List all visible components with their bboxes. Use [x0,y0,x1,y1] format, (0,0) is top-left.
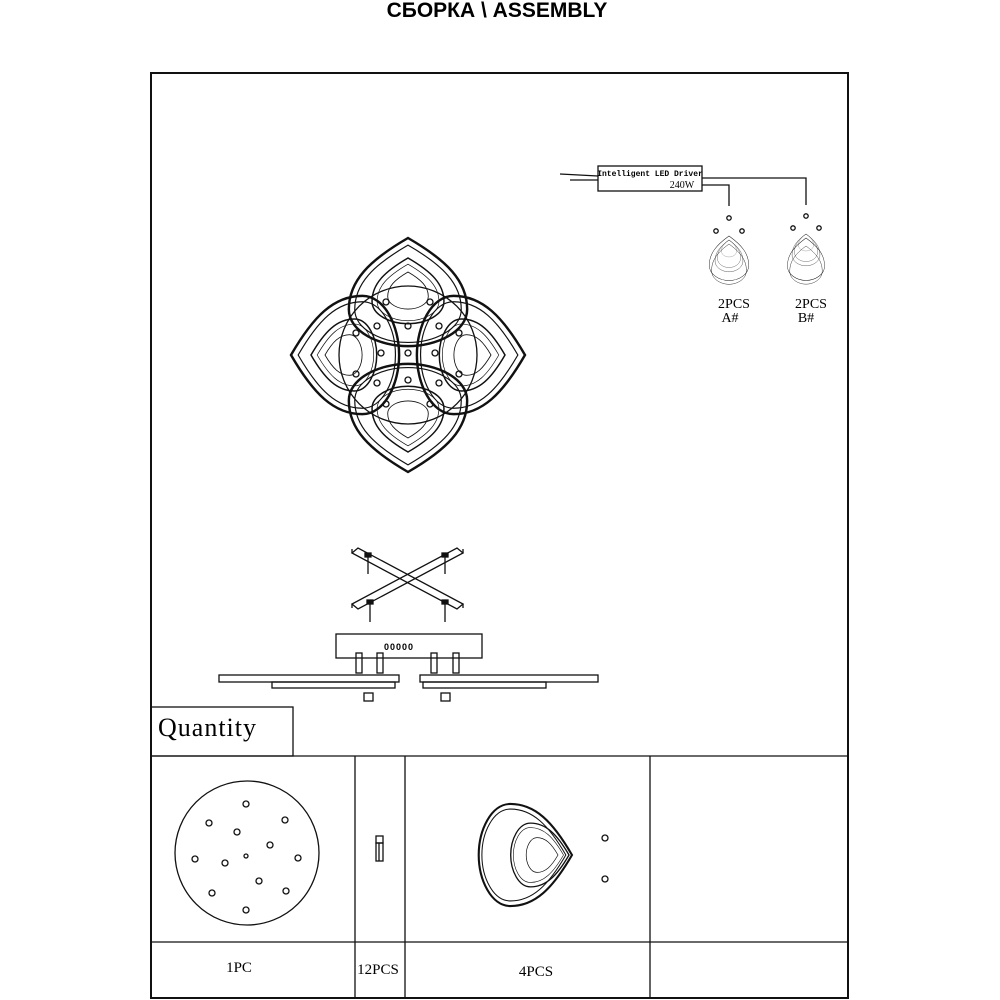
quantity-item-base-label: 1PC [226,960,252,976]
quantity-item-module-label: 4PCS [518,964,554,980]
module-b-code: B# [797,311,815,326]
quantity-table [151,707,848,998]
page-title: СБОРКА \ ASSEMBLY [386,0,608,22]
lamp-top-view [291,238,525,472]
led-driver-label: Intelligent LED Driver [597,170,703,179]
center-base-circle [339,286,477,424]
screw-icon [376,836,383,861]
module-b-count: 2PCS [795,297,827,312]
led-driver-wattage: 240W [669,180,695,191]
lamp-side-view [219,634,598,701]
petal-module-icon [479,804,608,906]
module-a-code-label: A# [721,311,739,326]
canopy-code: 00000 [383,642,415,652]
module-b [787,214,827,326]
quantity-item-screw-label: 12PCS [357,962,399,978]
module-a-count: 2PCS [718,297,750,312]
mounting-bracket [352,548,463,622]
round-base-plate-icon [175,781,319,925]
led-driver-wiring [560,166,806,206]
drawing-frame [151,73,848,998]
module-a [709,216,750,326]
screw-dots [353,299,462,407]
quantity-heading: Quantity [158,713,257,742]
